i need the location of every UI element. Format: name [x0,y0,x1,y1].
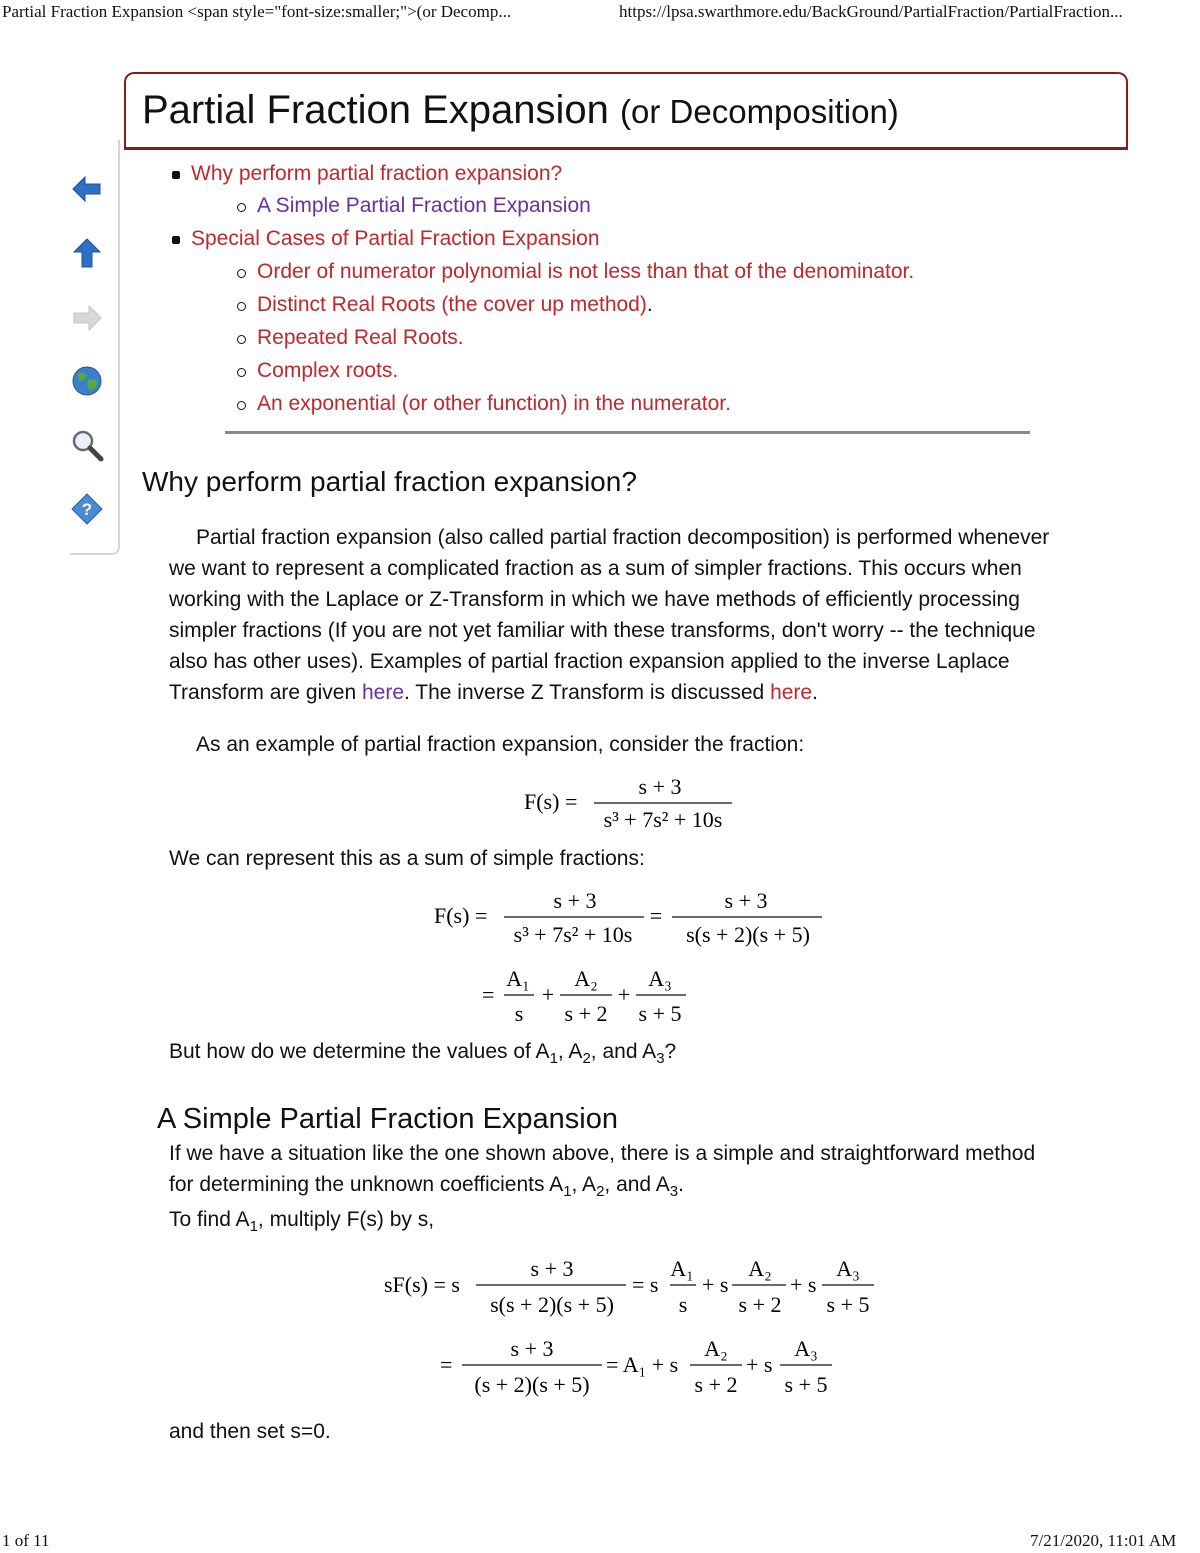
eq-text: s + 5 [826,1292,870,1317]
eq-text: s(s + 2)(s + 5) [490,1292,614,1317]
toc-item-distinct-end: . [646,293,653,316]
text: . [812,681,818,704]
paragraph-line: Partial fraction expansion (also called partial fraction decomposition) is performed whenever [196,526,1050,549]
eq-text: + s [702,1272,729,1297]
eq-text: s + 5 [784,1372,828,1397]
eq-text: s + 3 [638,774,682,799]
eq-text: A₂ [574,966,598,991]
paragraph-line: simpler fractions (If you are not yet familiar with these transforms, don't worry -- the technique [169,619,1036,642]
eq-text: sF(s) = s [384,1272,460,1297]
eq-text: A₂ [704,1336,728,1361]
paragraph-question [169,1040,676,1067]
back-arrow-icon[interactable] [70,172,104,206]
text: , A [557,1040,583,1063]
horizontal-rule [225,431,1030,434]
paragraph-line [169,1173,684,1200]
text: , and A [604,1173,670,1196]
page-title [142,88,899,133]
text: . The inverse Z Transform is discussed [404,681,771,704]
eq-text: = [440,1352,453,1377]
eq-text: (s + 2)(s + 5) [474,1372,590,1397]
bullet [237,335,246,344]
bullet [172,171,180,179]
bullet [237,302,246,311]
toc-link-cover-up[interactable]: (the cover up method) [441,293,647,316]
eq-text: = [649,903,663,928]
bullet [237,368,246,377]
text: Transform are given [169,681,362,704]
title-box [124,72,1128,150]
toc-link-exponential[interactable]: An exponential (or other function) in the numerator. [257,392,731,415]
eq-text: s [678,1292,688,1317]
subscript: 3 [656,1050,665,1068]
text: But how do we determine the values of A [169,1040,550,1063]
toc-link-distinct[interactable]: Distinct Real Roots [257,293,436,316]
print-page-count: 1 of 11 [2,1531,50,1550]
eq-text: A₃ [794,1336,818,1361]
subscript: 2 [596,1183,605,1201]
text: for determining the unknown coefficients A [169,1173,564,1196]
subscript: 3 [669,1183,679,1201]
text: , A [571,1173,597,1196]
forward-arrow-icon[interactable] [70,301,104,335]
paragraph-line: If we have a situation like the one shown above, there is a simple and straightforward method [169,1142,1036,1165]
paragraph-sum: We can represent this as a sum of simple fractions: [169,847,645,870]
text: , multiply F(s) by s, [257,1208,435,1231]
eq-text: F(s) = [434,903,488,928]
eq-text: s [514,1001,524,1026]
eq-text: s + 3 [553,888,597,913]
eq-text: F(s) = [524,789,578,814]
eq-text: s + 2 [694,1372,738,1397]
equation-multiply-s [380,1254,880,1324]
bullet [237,401,246,410]
eq-text: = [482,982,495,1007]
print-header-title: Partial Fraction Expansion <span style="font-size:smaller;">(or Decomp... [2,2,512,21]
eq-text: s + 3 [510,1336,554,1361]
subscript: 1 [249,1218,258,1236]
eq-text: = A₁ + s [606,1352,679,1377]
eq-text: A₂ [748,1256,772,1281]
page-title-sub: (or Decomposition) [620,93,899,130]
paragraph-line: we want to represent a complicated fraction as a sum of simpler fractions. This occurs when [169,557,1022,580]
equation-fraction [520,772,740,836]
text: To find A [169,1208,250,1231]
print-header-url: https://lpsa.swarthmore.edu/BackGround/PartialFraction/PartialFraction... [619,2,1123,21]
eq-text: + s [746,1352,773,1377]
subscript: 2 [582,1050,591,1068]
paragraph-line [169,1208,434,1235]
toc-link-why[interactable]: Why perform partial fraction expansion? [191,162,563,185]
equation-sum [430,886,830,952]
svg-text:?: ? [81,500,93,519]
link-laplace-here[interactable]: here [361,681,404,704]
eq-text: A₁ [506,966,530,991]
magnifier-icon[interactable] [70,428,104,462]
toc-link-repeated[interactable]: Repeated Real Roots. [257,326,464,349]
page-title-main: Partial Fraction Expansion [142,88,609,132]
eq-text: A₁ [670,1256,694,1281]
text: ? [664,1040,677,1063]
toc-item-distinct [257,293,653,317]
bullet [237,269,246,278]
paragraph-set-s: and then set s=0. [169,1420,331,1443]
eq-text: A₃ [648,966,672,991]
eq-text: = s [632,1272,659,1297]
equation-simplified [436,1334,846,1406]
equation-partial-sum [478,962,698,1030]
eq-text: + [541,982,555,1007]
paragraph-example: As an example of partial fraction expansion, consider the fraction: [196,733,805,756]
toc-link-order[interactable]: Order of numerator polynomial is not less than that of the denominator. [257,260,915,283]
bullet [237,203,246,212]
eq-text: s³ + 7s² + 10s [603,807,723,832]
section-heading-why: Why perform partial fraction expansion? [142,466,637,497]
link-z-transform-here[interactable]: here [770,681,813,704]
up-arrow-icon[interactable] [70,236,104,270]
text: . [678,1173,684,1196]
paragraph-line: also has other uses). Examples of partial fraction expansion applied to the inverse Laplace [169,650,1010,673]
paragraph-line: working with the Laplace or Z-Transform in which we have methods of efficiently processing [169,588,1020,611]
toc-link-special-cases[interactable]: Special Cases of Partial Fraction Expansion [191,227,600,250]
subscript: 1 [563,1183,572,1201]
eq-text: s + 2 [564,1001,608,1026]
section-heading-simple: A Simple Partial Fraction Expansion [157,1103,618,1135]
eq-text: s + 2 [738,1292,782,1317]
subscript: 1 [549,1050,558,1068]
eq-text: s + 3 [724,888,768,913]
eq-text: s + 3 [530,1256,574,1281]
bullet [172,236,180,244]
eq-text: + s [790,1272,817,1297]
eq-text: s + 5 [638,1001,682,1026]
eq-text: s³ + 7s² + 10s [513,922,633,947]
help-icon[interactable] [70,492,104,526]
eq-text: A₃ [836,1256,860,1281]
toc-link-simple[interactable]: A Simple Partial Fraction Expansion [257,194,591,217]
paragraph-line-links [169,681,818,705]
eq-text: s(s + 2)(s + 5) [686,922,810,947]
text: , and A [590,1040,657,1063]
globe-icon[interactable] [70,364,104,398]
eq-text: + [617,982,631,1007]
toc-link-complex[interactable]: Complex roots. [257,359,399,382]
print-timestamp: 7/21/2020, 11:01 AM [1030,1531,1177,1550]
